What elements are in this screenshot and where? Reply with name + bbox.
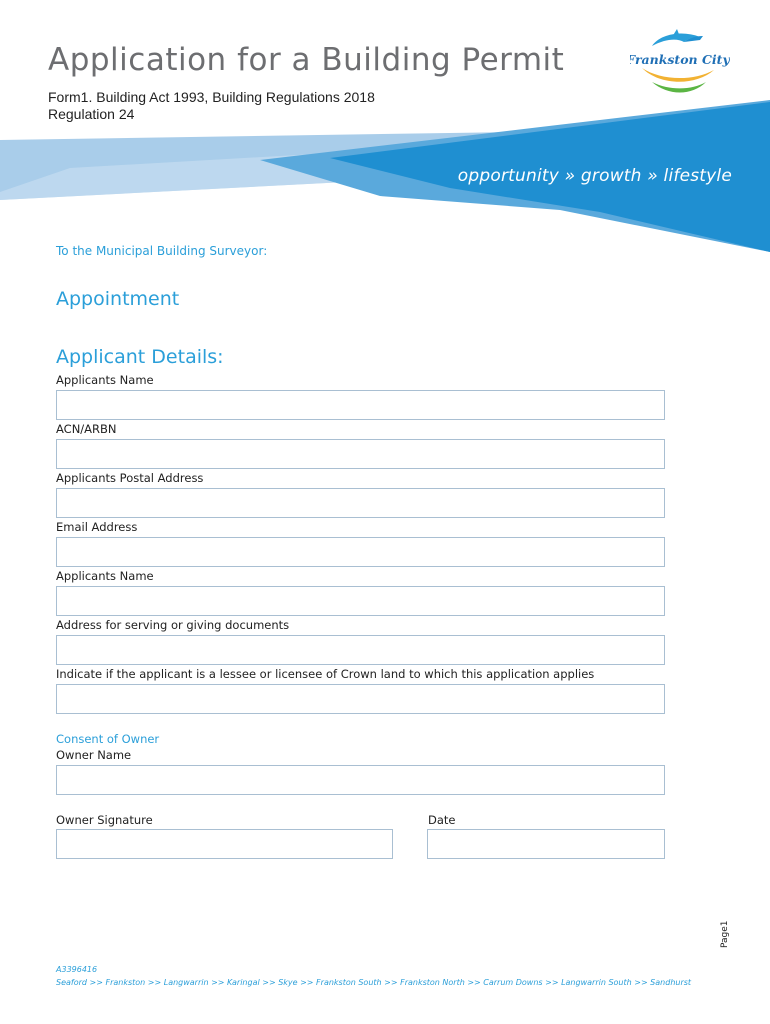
appointment-heading: Appointment: [56, 288, 180, 310]
date-field[interactable]: [427, 829, 665, 859]
form-reference: Form1. Building Act 1993, Building Regulations 2018: [48, 89, 375, 105]
owner-signature-field[interactable]: [56, 829, 393, 859]
applicant-name-label: Applicants Name: [56, 373, 154, 387]
owner-name-field[interactable]: [56, 765, 665, 795]
regulation-reference: Regulation 24: [48, 106, 135, 122]
applicant-name-field[interactable]: [56, 390, 665, 420]
email-address-field[interactable]: [56, 537, 665, 567]
document-code: A3396416: [56, 965, 98, 974]
service-address-label: Address for serving or giving documents: [56, 618, 290, 632]
service-address-field[interactable]: [56, 635, 665, 665]
page-number: Page1: [720, 920, 730, 948]
acn-arbn-label: ACN/ARBN: [56, 422, 117, 436]
email-address-label: Email Address: [56, 520, 138, 534]
addressee-line: To the Municipal Building Surveyor:: [56, 244, 268, 258]
postal-address-label: Applicants Postal Address: [56, 471, 204, 485]
logo-wordmark: Frankston City: [630, 52, 730, 67]
applicant-name-2-label: Applicants Name: [56, 569, 154, 583]
page-title: Application for a Building Permit: [48, 42, 565, 78]
applicant-details-heading: Applicant Details:: [56, 346, 224, 368]
owner-signature-label: Owner Signature: [56, 813, 153, 827]
frankston-city-logo: [630, 28, 730, 100]
tagline: opportunity » growth » lifestyle: [457, 166, 732, 186]
crown-land-label: Indicate if the applicant is a lessee or licensee of Crown land to which this application applies: [56, 667, 595, 681]
consent-of-owner-heading: Consent of Owner: [56, 732, 160, 746]
date-label: Date: [428, 813, 456, 827]
owner-name-label: Owner Name: [56, 748, 132, 762]
crown-land-field[interactable]: [56, 684, 665, 714]
acn-arbn-field[interactable]: [56, 439, 665, 469]
applicant-name-2-field[interactable]: [56, 586, 665, 616]
suburbs-footer: Seaford >> Frankston >> Langwarrin >> Karingal >> Skye >> Frankston South >> Frankston North >> Carrum Downs >> Langwarrin South >> Sandhurst: [56, 978, 692, 987]
postal-address-field[interactable]: [56, 488, 665, 518]
dolphin-icon: [630, 28, 730, 96]
